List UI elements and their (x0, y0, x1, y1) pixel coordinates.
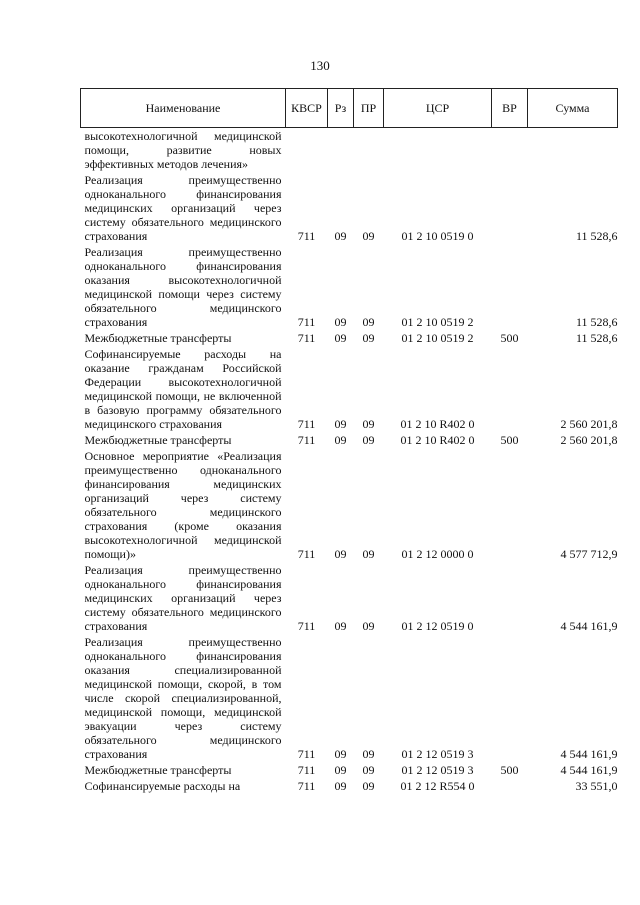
row-sum (528, 128, 618, 173)
row-rz: 09 (334, 619, 347, 633)
row-kvsr: 711 (297, 747, 316, 761)
row-name: Основное мероприятие «Реализация преимущественно одноканального финансирования медицинских организаций через систему обязательного медицинского страхования (кроме оказания высокотехнологичной медицинской помощи)» (84, 449, 282, 561)
row-sum: 2 560 201,8 (560, 433, 618, 447)
row-name: Межбюджетные трансферты (84, 331, 232, 345)
row-sum: 11 528,6 (575, 331, 618, 345)
table-header (81, 89, 618, 128)
row-kvsr: 711 (297, 417, 316, 431)
row-kvsr (286, 128, 328, 173)
table-row (81, 762, 618, 778)
row-vr (492, 778, 528, 794)
row-csr: 01 2 12 0000 0 (401, 547, 474, 561)
header-sum: Сумма (528, 89, 618, 128)
row-pr: 09 (362, 417, 375, 431)
row-vr (492, 244, 528, 330)
row-rz (328, 128, 354, 173)
row-sum: 4 544 161,9 (560, 619, 618, 633)
row-pr: 09 (362, 747, 375, 761)
row-sum: 11 528,6 (575, 315, 618, 329)
row-pr: 09 (362, 547, 375, 561)
row-vr: 500 (500, 433, 519, 447)
row-csr: 01 2 10 0519 2 (401, 315, 474, 329)
row-name: Межбюджетные трансферты (84, 433, 232, 447)
row-kvsr: 711 (297, 315, 316, 329)
row-vr: 500 (500, 331, 519, 345)
budget-table-container (80, 88, 617, 794)
row-name: Реализация преимущественно одноканального финансирования медицинских организаций через систему обязательного медицинского страхования (84, 173, 282, 243)
row-pr: 09 (362, 229, 375, 243)
row-vr (492, 128, 528, 173)
row-name: Софинансируемые расходы на оказание гражданам Российской Федерации высокотехнологичной медицинской помощи, не включенной в базовую программу обязательного медицинского страхования (84, 347, 282, 431)
row-rz: 09 (334, 315, 347, 329)
table-row (81, 128, 618, 173)
row-name: Реализация преимущественно одноканального финансирования медицинских организаций через систему обязательного медицинского страхования (84, 563, 282, 633)
row-csr: 01 2 12 0519 0 (401, 619, 474, 633)
row-kvsr: 711 (297, 763, 316, 777)
row-kvsr: 711 (297, 433, 316, 447)
row-pr: 09 (362, 433, 375, 447)
row-sum: 4 544 161,9 (560, 763, 618, 777)
row-csr: 01 2 10 R402 0 (400, 417, 475, 431)
row-rz: 09 (334, 433, 347, 447)
row-vr (492, 448, 528, 562)
row-vr (492, 172, 528, 244)
table-row (81, 330, 618, 346)
row-csr (384, 128, 492, 173)
row-pr (354, 128, 384, 173)
table-row (81, 346, 618, 432)
table-row (81, 244, 618, 330)
row-rz: 09 (334, 331, 347, 345)
row-csr: 01 2 10 0519 0 (401, 229, 474, 243)
row-kvsr: 711 (297, 619, 316, 633)
row-pr: 09 (362, 331, 375, 345)
table-row (81, 778, 618, 794)
row-csr: 01 2 12 0519 3 (401, 747, 474, 761)
row-rz: 09 (334, 779, 347, 793)
budget-table (80, 88, 618, 794)
row-name: Реализация преимущественно одноканального финансирования оказания специализированной медицинской помощи, скорой, в том числе скорой специализированной, медицинской помощи, медицинской эвакуации через систему обязательного медицинского страхования (84, 635, 282, 761)
row-pr: 09 (362, 763, 375, 777)
table-row (81, 448, 618, 562)
row-csr: 01 2 12 0519 3 (401, 763, 474, 777)
row-sum: 11 528,6 (575, 229, 618, 243)
row-vr (492, 346, 528, 432)
row-sum: 4 544 161,9 (560, 747, 618, 761)
row-sum: 2 560 201,8 (560, 417, 618, 431)
row-name: Софинансируемые расходы на (84, 779, 241, 793)
table-row (81, 562, 618, 634)
row-pr: 09 (362, 315, 375, 329)
row-csr: 01 2 10 0519 2 (401, 331, 474, 345)
header-kvsr: КВСР (286, 89, 328, 128)
row-kvsr: 711 (297, 779, 316, 793)
row-kvsr: 711 (297, 547, 316, 561)
table-row (81, 432, 618, 448)
row-name: высокотехнологичной медицинской помощи, развитие новых эффективных методов лечения» (84, 129, 282, 171)
row-name: Межбюджетные трансферты (84, 763, 232, 777)
row-vr (492, 562, 528, 634)
row-name: Реализация преимущественно одноканального финансирования оказания высокотехнологичной медицинской помощи через систему обязательного медицинского страхования (84, 245, 282, 329)
row-sum: 4 577 712,9 (560, 547, 618, 561)
page-number: 130 (310, 58, 330, 73)
table-body (81, 128, 618, 795)
row-vr (492, 634, 528, 762)
row-vr: 500 (500, 763, 519, 777)
row-kvsr: 711 (297, 229, 316, 243)
row-csr: 01 2 10 R402 0 (400, 433, 475, 447)
header-vr: ВР (492, 89, 528, 128)
row-kvsr: 711 (297, 331, 316, 345)
row-rz: 09 (334, 417, 347, 431)
row-sum: 33 551,0 (575, 779, 618, 793)
header-csr: ЦСР (384, 89, 492, 128)
row-csr: 01 2 12 R554 0 (400, 779, 475, 793)
row-pr: 09 (362, 779, 375, 793)
row-rz: 09 (334, 747, 347, 761)
table-row (81, 634, 618, 762)
header-rz: Рз (328, 89, 354, 128)
table-row (81, 172, 618, 244)
row-rz: 09 (334, 229, 347, 243)
header-pr: ПР (354, 89, 384, 128)
row-rz: 09 (334, 763, 347, 777)
header-name: Наименование (81, 89, 286, 128)
row-rz: 09 (334, 547, 347, 561)
row-pr: 09 (362, 619, 375, 633)
